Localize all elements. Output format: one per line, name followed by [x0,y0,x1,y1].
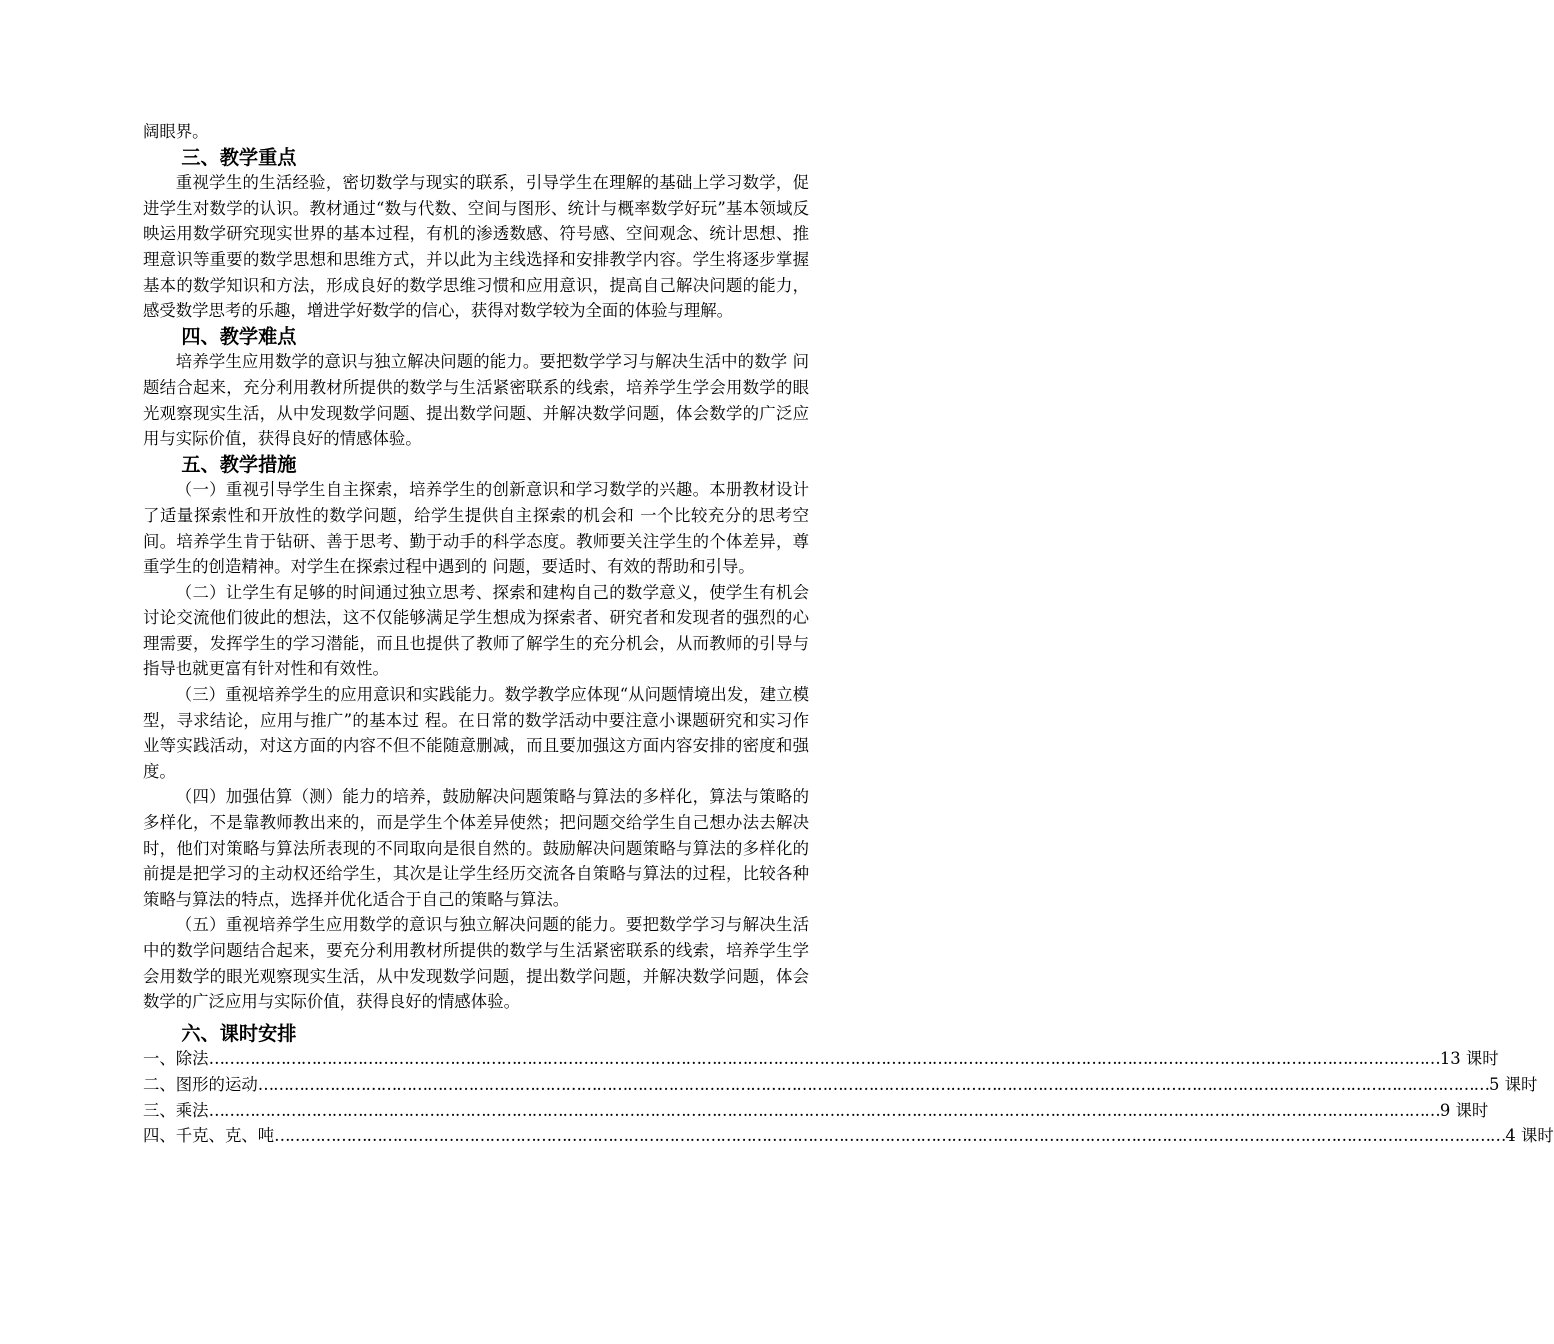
section-heading-measures: 五、教学措施 [181,452,297,476]
dot-leader: …………………………………………………………………………………………………………………………………………………………………………………………………………………… [208,1049,1440,1069]
measure-item-5: （五）重视培养学生应用数学的意识与独立解决问题的能力。要把数学学习与解决生活中的数学问题结合起来，要充分利用教材所提供的数学与生活紧密联系的线索，培养学生学会用数学的眼光观察现实生活，从中发现数学问题，提出数学问题，并解决数学问题，体会数学的广泛应用与实际价值，获得良好的情感体验。 [143,915,809,1012]
schedule-row [143,1072,1538,1098]
schedule-row-label: 二、图形的运动 [143,1074,258,1094]
schedule-row [143,1098,1489,1124]
section-heading-difficulty: 四、教学难点 [181,324,297,348]
measure-item-4: （四）加强估算（测）能力的培养，鼓励解决问题策略与算法的多样化，算法与策略的多样化，不是靠教师教出来的，而是学生个体差异使然；把问题交给学生自己想办法去解决时，他们对策略与算法所表现的不同取向是很自然的。鼓励解决问题策略与算法的多样化的前提是把学习的主动权还给学生，其次是让学生经历交流各自策略与算法的过程，比较各种策略与算法的特点，选择并优化适合于自己的策略与算法。 [143,787,809,909]
measure-item-1: （一）重视引导学生自主探索，培养学生的创新意识和学习数学的兴趣。本册教材设计了适量探索性和开放性的数学问题，给学生提供自主探索的机会和 一个比较充分的思考空间。培养学生肯于钻研、善于思考、勤于动手的科学态度。教师要关注学生的个体差异，尊重学生的创造精神。对学生在探索过程中遇到的 问题，要适时、有效的帮助和引导。 [143,480,809,577]
section-heading-focus: 三、教学重点 [181,145,297,169]
schedule-row [143,1123,1554,1149]
measure-item-2: （二）让学生有足够的时间通过独立思考、探索和建构自己的数学意义，使学生有机会讨论交流他们彼此的想法，这不仅能够满足学生想成为探索者、研究者和发现者的强烈的心理需要，发挥学生的学习潜能，而且也提供了教师了解学生的充分机会，从而教师的引导与指导也就更富有针对性和有效性。 [143,582,809,679]
schedule-list [143,1046,1554,1148]
schedule-row [143,1046,1499,1072]
schedule-row-hours: 4 课时 [1505,1126,1554,1146]
measure-item-3: （三）重视培养学生的应用意识和实践能力。数学教学应体现“从问题情境出发，建立模型，寻求结论，应用与推广”的基本过 程。在日常的数学活动中要注意小课题研究和实习作业等实践活动，对这方面的内容不但不能随意删减，而且要加强这方面内容安排的密度和强度。 [143,685,809,781]
dot-leader: …………………………………………………………………………………………………………………………………………………………………………………………………………………… [257,1074,1489,1094]
schedule-row-label: 一、除法 [143,1049,209,1069]
dot-leader: …………………………………………………………………………………………………………………………………………………………………………………………………………………… [208,1100,1440,1120]
schedule-row-hours: 9 课时 [1439,1100,1489,1120]
schedule-row-hours: 5 课时 [1488,1074,1538,1094]
dot-leader: …………………………………………………………………………………………………………………………………………………………………………………………………………………… [274,1126,1506,1146]
schedule-row-label: 四、千克、克、吨 [143,1126,275,1146]
schedule-row-label: 三、乘法 [143,1100,209,1120]
document-page [143,119,1554,1149]
difficulty-paragraph: 培养学生应用数学的意识与独立解决问题的能力。要把数学学习与解决生活中的数学 问题结合起来，充分利用教材所提供的数学与生活紧密联系的线索，培养学生学会用数学的眼光观察现实生活，从中发现数学问题、提出数学问题、并解决数学问题，体会数学的广泛应用与实际价值，获得良好的情感体验。 [143,352,809,449]
schedule-row-hours: 13 课时 [1439,1049,1499,1069]
intro-tail-text: 阔眼界。 [143,122,209,141]
section-heading-schedule: 六、课时安排 [181,1021,297,1045]
focus-paragraph: 重视学生的生活经验，密切数学与现实的联系，引导学生在理解的基础上学习数学，促进学生对数学的认识。教材通过“数与代数、空间与图形、统计与概率数学好玩”基本领域反映运用数学研究现实世界的基本过程，有机的渗透数感、符号感、空间观念、统计思想、推理意识等重要的数学思想和思维方式，并以此为主线选择和安排教学内容。学生将逐步掌握基本的数学知识和方法，形成良好的数学思维习惯和应用意识，提高自己解决问题的能力，感受数学思考的乐趣，增进学好数学的信心，获得对数学较为全面的体验与理解。 [143,173,809,321]
